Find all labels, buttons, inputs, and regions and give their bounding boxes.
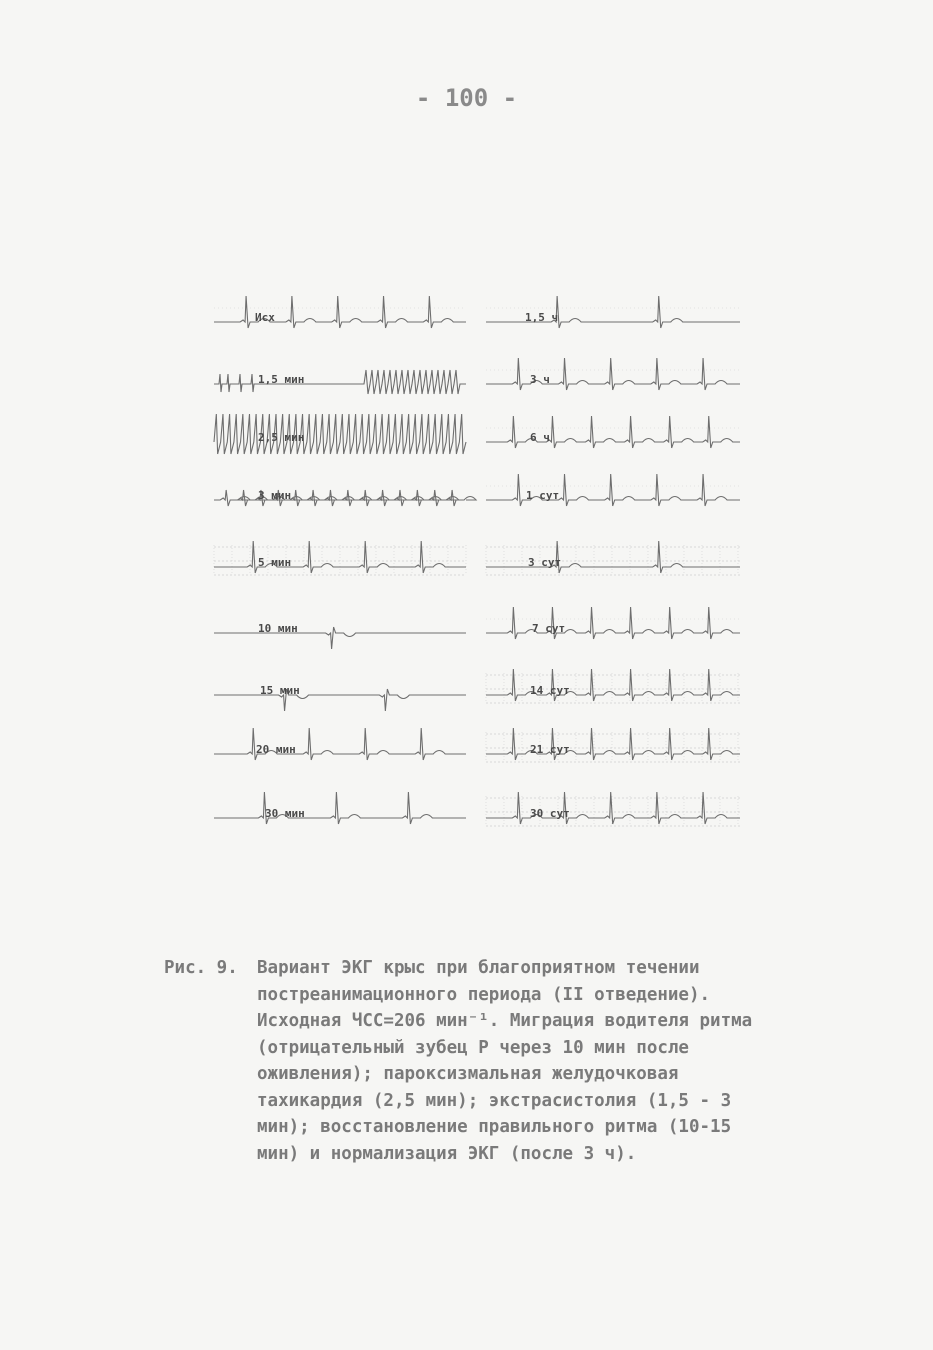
ecg-strip-right-3 [486,416,740,448]
ecg-strip-label: 15 мин [260,684,300,697]
ecg-strip-label: 6 ч [530,431,550,444]
caption-lead: Рис. 9. [164,958,238,978]
ecg-strip-label: 10 мин [258,622,298,635]
ecg-strip-right-6 [486,607,740,639]
ecg-strip-right-1 [486,296,740,328]
figure-caption [164,955,804,1167]
ecg-strip-left-7 [214,684,466,711]
ecg-strip-left-3 [214,414,466,454]
ecg-strip-left-1 [214,296,466,328]
ecg-strip-left-6 [214,622,466,649]
caption-text: Вариант ЭКГ крыс при благоприятном течении постреанимационного периода (II отведение). Исходная ЧСС=206 мин⁻¹. Миграция водителя ритма (отрицательный зубец Р через 10 мин после оживления); пароксизмальная желудочковая тахикардия (2,5 мин); экстрасистолия (1,5 - 3 мин); восстановление правильного ритма (10-15 мин) и нормализация ЭКГ (после 3 ч). [257,958,753,1164]
ecg-strip-label: 3 мин [258,489,292,502]
ecg-strip-left-9 [214,792,466,824]
ecg-strip-label: 20 мин [256,743,296,756]
ecg-strip-right-2 [486,358,740,390]
ecg-strip-label: 3 сут [528,556,562,569]
ecg-strip-left-2 [214,370,466,394]
ecg-strip-label: 1,5 ч [525,311,559,324]
ecg-strip-label: Исх [255,311,275,324]
ecg-strip-label: 5 мин [258,556,292,569]
ecg-strip-label: 2,5 мин [258,431,305,444]
ecg-strip-label: 21 сут [530,743,570,756]
ecg-strip-label: 1,5 мин [258,373,305,386]
ecg-strip-left-8 [214,728,466,760]
ecg-strip-right-9 [486,792,740,826]
ecg-strip-label: 1 сут [526,489,560,502]
ecg-strip-label: 3 ч [530,373,550,386]
ecg-strip-label: 14 сут [530,684,570,697]
ecg-strip-right-8 [486,728,740,762]
ecg-strip-label: 30 мин [265,807,305,820]
ecg-strip-left-4 [214,489,476,506]
ecg-strip-right-7 [486,669,740,703]
ecg-strip-right-4 [486,474,740,506]
ecg-strip-left-5 [214,541,466,575]
ecg-strip-label: 7 сут [532,622,566,635]
page-number: - 100 - [415,84,518,112]
ecg-strip-right-5 [486,541,740,575]
ecg-strip-label: 30 сут [530,807,570,820]
